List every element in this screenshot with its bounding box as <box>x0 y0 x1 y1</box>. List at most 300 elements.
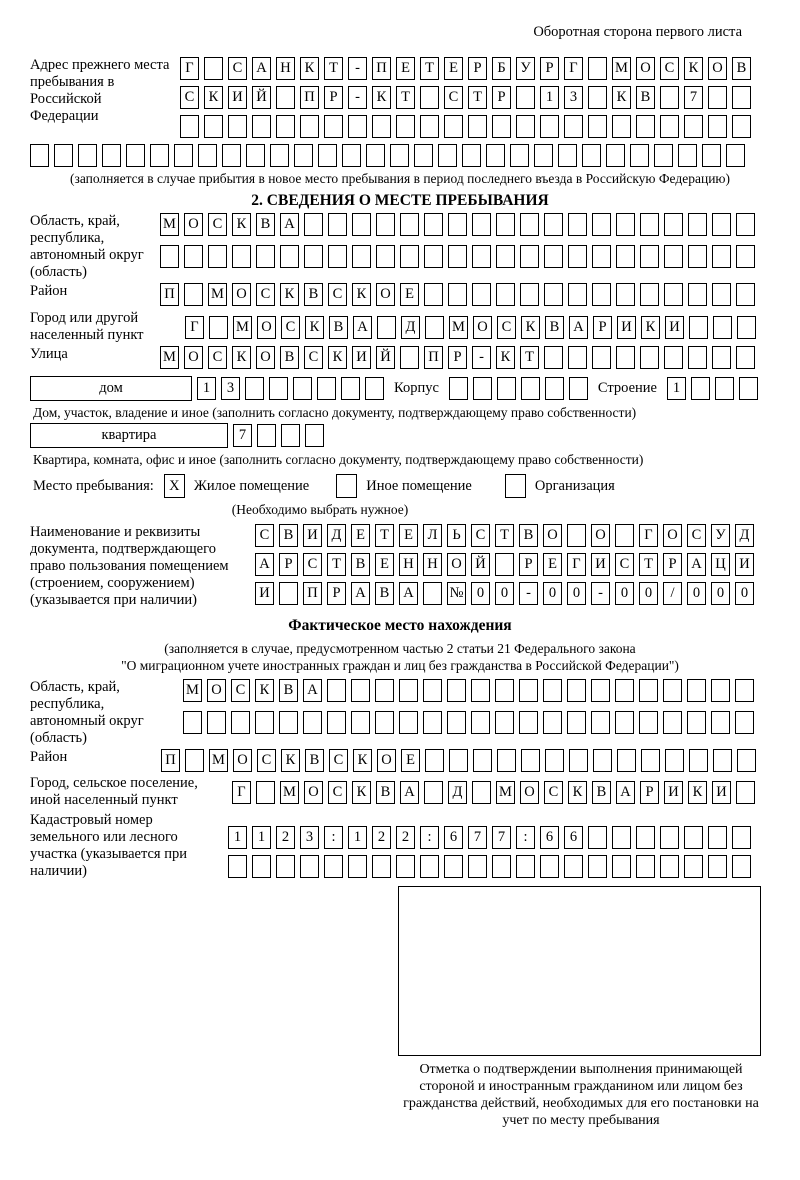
char-cell[interactable] <box>545 749 564 772</box>
char-cell[interactable]: О <box>233 749 252 772</box>
char-cell[interactable]: 6 <box>444 826 463 849</box>
char-cell[interactable]: Д <box>448 781 467 804</box>
char-cell[interactable] <box>689 749 708 772</box>
char-cell[interactable] <box>276 115 295 138</box>
char-cell[interactable]: Р <box>324 86 343 109</box>
char-cell[interactable] <box>270 144 289 167</box>
char-cell[interactable] <box>684 115 703 138</box>
char-cell[interactable] <box>519 679 538 702</box>
char-cell[interactable]: К <box>280 283 299 306</box>
char-cell[interactable] <box>448 245 467 268</box>
char-cell[interactable] <box>708 826 727 849</box>
char-cell[interactable]: Р <box>663 553 682 576</box>
char-cell[interactable]: Г <box>564 57 583 80</box>
char-cell[interactable] <box>492 855 511 878</box>
char-cell[interactable]: О <box>232 283 251 306</box>
char-cell[interactable] <box>736 283 755 306</box>
char-cell[interactable] <box>54 144 73 167</box>
char-cell[interactable]: - <box>348 57 367 80</box>
char-cell[interactable]: К <box>496 346 515 369</box>
char-cell[interactable]: И <box>735 553 754 576</box>
char-cell[interactable]: 0 <box>687 582 706 605</box>
char-cell[interactable]: О <box>636 57 655 80</box>
char-cell[interactable]: К <box>232 346 251 369</box>
char-cell[interactable] <box>735 679 754 702</box>
char-cell[interactable]: О <box>304 781 323 804</box>
char-cell[interactable] <box>592 245 611 268</box>
char-cell[interactable]: 0 <box>495 582 514 605</box>
char-cell[interactable]: С <box>208 213 227 236</box>
char-cell[interactable] <box>567 711 586 734</box>
char-cell[interactable]: К <box>305 316 324 339</box>
char-cell[interactable] <box>582 144 601 167</box>
char-cell[interactable] <box>276 86 295 109</box>
char-cell[interactable]: 7 <box>233 424 252 447</box>
char-cell[interactable]: С <box>328 781 347 804</box>
char-cell[interactable] <box>497 377 516 400</box>
char-cell[interactable]: 2 <box>372 826 391 849</box>
char-cell[interactable] <box>640 283 659 306</box>
char-cell[interactable]: Ц <box>711 553 730 576</box>
char-cell[interactable]: Е <box>543 553 562 576</box>
char-cell[interactable]: В <box>545 316 564 339</box>
char-cell[interactable]: Т <box>396 86 415 109</box>
char-cell[interactable]: Г <box>567 553 586 576</box>
char-cell[interactable]: 3 <box>564 86 583 109</box>
char-cell[interactable] <box>736 346 755 369</box>
char-cell[interactable] <box>423 582 442 605</box>
char-cell[interactable] <box>711 679 730 702</box>
char-cell[interactable]: С <box>304 346 323 369</box>
char-cell[interactable] <box>663 711 682 734</box>
char-cell[interactable]: : <box>420 826 439 849</box>
char-cell[interactable]: Й <box>252 86 271 109</box>
char-cell[interactable] <box>351 711 370 734</box>
char-cell[interactable] <box>447 679 466 702</box>
char-cell[interactable] <box>496 245 515 268</box>
char-cell[interactable]: С <box>471 524 490 547</box>
char-cell[interactable] <box>342 144 361 167</box>
char-cell[interactable]: А <box>255 553 274 576</box>
char-cell[interactable]: Е <box>375 553 394 576</box>
char-cell[interactable] <box>558 144 577 167</box>
char-cell[interactable] <box>540 115 559 138</box>
char-cell[interactable] <box>663 679 682 702</box>
char-cell[interactable]: 0 <box>567 582 586 605</box>
char-cell[interactable]: К <box>641 316 660 339</box>
char-cell[interactable]: О <box>473 316 492 339</box>
char-cell[interactable]: О <box>184 213 203 236</box>
char-cell[interactable]: В <box>256 213 275 236</box>
char-cell[interactable]: П <box>424 346 443 369</box>
char-cell[interactable] <box>281 424 300 447</box>
char-cell[interactable] <box>612 855 631 878</box>
char-cell[interactable] <box>252 855 271 878</box>
char-cell[interactable] <box>544 213 563 236</box>
char-cell[interactable]: П <box>161 749 180 772</box>
char-cell[interactable] <box>328 245 347 268</box>
char-cell[interactable] <box>348 115 367 138</box>
char-cell[interactable] <box>352 213 371 236</box>
char-cell[interactable] <box>294 144 313 167</box>
char-cell[interactable] <box>564 855 583 878</box>
char-cell[interactable] <box>591 679 610 702</box>
char-cell[interactable] <box>252 115 271 138</box>
char-cell[interactable] <box>424 213 443 236</box>
char-cell[interactable] <box>736 213 755 236</box>
char-cell[interactable] <box>449 749 468 772</box>
char-cell[interactable]: О <box>663 524 682 547</box>
char-cell[interactable] <box>639 679 658 702</box>
char-cell[interactable] <box>689 316 708 339</box>
char-cell[interactable]: К <box>568 781 587 804</box>
char-cell[interactable]: Д <box>735 524 754 547</box>
char-cell[interactable] <box>473 749 492 772</box>
char-cell[interactable] <box>732 86 751 109</box>
char-cell[interactable]: Р <box>492 86 511 109</box>
char-cell[interactable]: А <box>687 553 706 576</box>
char-cell[interactable]: М <box>209 749 228 772</box>
char-cell[interactable] <box>592 283 611 306</box>
char-cell[interactable] <box>510 144 529 167</box>
char-cell[interactable] <box>630 144 649 167</box>
char-cell[interactable] <box>183 711 202 734</box>
char-cell[interactable]: И <box>712 781 731 804</box>
char-cell[interactable] <box>174 144 193 167</box>
char-cell[interactable] <box>198 144 217 167</box>
char-cell[interactable] <box>232 245 251 268</box>
char-cell[interactable] <box>126 144 145 167</box>
char-cell[interactable] <box>708 86 727 109</box>
char-cell[interactable]: С <box>257 749 276 772</box>
char-cell[interactable] <box>324 115 343 138</box>
char-cell[interactable]: К <box>300 57 319 80</box>
char-cell[interactable] <box>496 213 515 236</box>
char-cell[interactable]: В <box>279 679 298 702</box>
char-cell[interactable]: О <box>184 346 203 369</box>
char-cell[interactable] <box>736 245 755 268</box>
char-cell[interactable] <box>516 115 535 138</box>
char-cell[interactable] <box>366 144 385 167</box>
char-cell[interactable]: А <box>303 679 322 702</box>
char-cell[interactable] <box>713 749 732 772</box>
char-cell[interactable]: 0 <box>711 582 730 605</box>
char-cell[interactable] <box>30 144 49 167</box>
apartment-type-box[interactable]: квартира <box>30 423 228 448</box>
char-cell[interactable] <box>180 115 199 138</box>
char-cell[interactable] <box>543 679 562 702</box>
char-cell[interactable] <box>423 679 442 702</box>
char-cell[interactable] <box>376 213 395 236</box>
char-cell[interactable] <box>400 245 419 268</box>
char-cell[interactable]: А <box>280 213 299 236</box>
char-cell[interactable]: О <box>591 524 610 547</box>
char-cell[interactable] <box>519 711 538 734</box>
char-cell[interactable] <box>424 283 443 306</box>
char-cell[interactable]: К <box>328 346 347 369</box>
char-cell[interactable]: : <box>516 826 535 849</box>
char-cell[interactable] <box>293 377 312 400</box>
char-cell[interactable] <box>540 855 559 878</box>
char-cell[interactable] <box>593 749 612 772</box>
char-cell[interactable] <box>678 144 697 167</box>
char-cell[interactable] <box>372 855 391 878</box>
char-cell[interactable]: П <box>372 57 391 80</box>
char-cell[interactable] <box>569 749 588 772</box>
char-cell[interactable]: К <box>353 749 372 772</box>
char-cell[interactable]: 6 <box>564 826 583 849</box>
char-cell[interactable] <box>684 826 703 849</box>
char-cell[interactable]: Н <box>423 553 442 576</box>
char-cell[interactable] <box>497 749 516 772</box>
char-cell[interactable] <box>616 245 635 268</box>
char-cell[interactable]: 1 <box>252 826 271 849</box>
char-cell[interactable] <box>640 346 659 369</box>
char-cell[interactable]: М <box>160 213 179 236</box>
char-cell[interactable] <box>616 346 635 369</box>
char-cell[interactable]: Л <box>423 524 442 547</box>
char-cell[interactable] <box>341 377 360 400</box>
char-cell[interactable] <box>473 377 492 400</box>
char-cell[interactable]: С <box>329 749 348 772</box>
char-cell[interactable]: С <box>497 316 516 339</box>
char-cell[interactable]: О <box>376 283 395 306</box>
char-cell[interactable] <box>256 781 275 804</box>
char-cell[interactable] <box>448 213 467 236</box>
char-cell[interactable] <box>222 144 241 167</box>
char-cell[interactable] <box>660 86 679 109</box>
char-cell[interactable]: Й <box>376 346 395 369</box>
char-cell[interactable]: М <box>183 679 202 702</box>
char-cell[interactable] <box>521 749 540 772</box>
char-cell[interactable]: Р <box>519 553 538 576</box>
char-cell[interactable] <box>739 377 758 400</box>
char-cell[interactable]: 7 <box>468 826 487 849</box>
char-cell[interactable]: М <box>280 781 299 804</box>
residential-checkbox[interactable]: X <box>164 474 185 498</box>
char-cell[interactable]: Т <box>639 553 658 576</box>
char-cell[interactable] <box>636 855 655 878</box>
char-cell[interactable] <box>352 245 371 268</box>
char-cell[interactable]: П <box>300 86 319 109</box>
char-cell[interactable]: С <box>687 524 706 547</box>
char-cell[interactable] <box>712 283 731 306</box>
char-cell[interactable] <box>184 283 203 306</box>
char-cell[interactable] <box>496 283 515 306</box>
char-cell[interactable] <box>444 855 463 878</box>
char-cell[interactable]: К <box>684 57 703 80</box>
char-cell[interactable]: С <box>281 316 300 339</box>
char-cell[interactable] <box>423 711 442 734</box>
char-cell[interactable] <box>150 144 169 167</box>
char-cell[interactable] <box>691 377 710 400</box>
char-cell[interactable]: / <box>663 582 682 605</box>
char-cell[interactable] <box>365 377 384 400</box>
char-cell[interactable]: 0 <box>615 582 634 605</box>
char-cell[interactable]: С <box>256 283 275 306</box>
char-cell[interactable] <box>269 377 288 400</box>
char-cell[interactable]: 1 <box>197 377 216 400</box>
char-cell[interactable]: 0 <box>735 582 754 605</box>
char-cell[interactable] <box>736 781 755 804</box>
char-cell[interactable]: О <box>520 781 539 804</box>
char-cell[interactable] <box>492 115 511 138</box>
char-cell[interactable] <box>592 346 611 369</box>
char-cell[interactable] <box>495 711 514 734</box>
char-cell[interactable]: К <box>521 316 540 339</box>
char-cell[interactable]: П <box>303 582 322 605</box>
char-cell[interactable] <box>486 144 505 167</box>
char-cell[interactable]: О <box>377 749 396 772</box>
char-cell[interactable] <box>231 711 250 734</box>
char-cell[interactable]: У <box>516 57 535 80</box>
char-cell[interactable]: Р <box>593 316 612 339</box>
char-cell[interactable]: С <box>208 346 227 369</box>
char-cell[interactable] <box>304 245 323 268</box>
char-cell[interactable]: - <box>519 582 538 605</box>
char-cell[interactable] <box>684 855 703 878</box>
char-cell[interactable] <box>726 144 745 167</box>
char-cell[interactable] <box>737 316 756 339</box>
char-cell[interactable]: О <box>257 316 276 339</box>
char-cell[interactable] <box>396 855 415 878</box>
char-cell[interactable]: Е <box>399 524 418 547</box>
char-cell[interactable]: Т <box>495 524 514 547</box>
char-cell[interactable] <box>640 213 659 236</box>
char-cell[interactable]: 0 <box>639 582 658 605</box>
char-cell[interactable] <box>568 283 587 306</box>
char-cell[interactable]: Р <box>468 57 487 80</box>
char-cell[interactable] <box>304 213 323 236</box>
char-cell[interactable]: В <box>304 283 323 306</box>
char-cell[interactable] <box>228 855 247 878</box>
char-cell[interactable]: И <box>591 553 610 576</box>
char-cell[interactable] <box>564 115 583 138</box>
char-cell[interactable] <box>447 711 466 734</box>
char-cell[interactable] <box>660 855 679 878</box>
char-cell[interactable]: Р <box>279 553 298 576</box>
char-cell[interactable] <box>420 855 439 878</box>
char-cell[interactable] <box>348 855 367 878</box>
char-cell[interactable]: П <box>160 283 179 306</box>
char-cell[interactable] <box>495 553 514 576</box>
char-cell[interactable] <box>588 86 607 109</box>
char-cell[interactable]: Т <box>324 57 343 80</box>
char-cell[interactable]: В <box>305 749 324 772</box>
char-cell[interactable] <box>516 86 535 109</box>
char-cell[interactable]: № <box>447 582 466 605</box>
char-cell[interactable]: Т <box>375 524 394 547</box>
char-cell[interactable] <box>660 826 679 849</box>
char-cell[interactable]: Е <box>401 749 420 772</box>
char-cell[interactable]: М <box>449 316 468 339</box>
char-cell[interactable]: И <box>303 524 322 547</box>
char-cell[interactable]: Е <box>444 57 463 80</box>
char-cell[interactable] <box>592 213 611 236</box>
char-cell[interactable] <box>520 245 539 268</box>
char-cell[interactable] <box>712 245 731 268</box>
char-cell[interactable] <box>246 144 265 167</box>
char-cell[interactable]: К <box>352 781 371 804</box>
char-cell[interactable] <box>424 245 443 268</box>
char-cell[interactable] <box>568 245 587 268</box>
char-cell[interactable]: Р <box>540 57 559 80</box>
char-cell[interactable] <box>472 283 491 306</box>
char-cell[interactable]: К <box>612 86 631 109</box>
char-cell[interactable] <box>664 213 683 236</box>
char-cell[interactable]: К <box>688 781 707 804</box>
char-cell[interactable] <box>617 749 636 772</box>
char-cell[interactable]: Н <box>399 553 418 576</box>
char-cell[interactable]: Г <box>185 316 204 339</box>
char-cell[interactable]: О <box>543 524 562 547</box>
char-cell[interactable]: И <box>617 316 636 339</box>
char-cell[interactable] <box>702 144 721 167</box>
char-cell[interactable] <box>438 144 457 167</box>
char-cell[interactable]: С <box>180 86 199 109</box>
char-cell[interactable] <box>396 115 415 138</box>
char-cell[interactable] <box>544 245 563 268</box>
char-cell[interactable]: 7 <box>684 86 703 109</box>
char-cell[interactable] <box>534 144 553 167</box>
char-cell[interactable] <box>567 679 586 702</box>
char-cell[interactable]: 2 <box>396 826 415 849</box>
char-cell[interactable]: М <box>208 283 227 306</box>
char-cell[interactable] <box>472 781 491 804</box>
char-cell[interactable]: С <box>660 57 679 80</box>
char-cell[interactable] <box>327 711 346 734</box>
char-cell[interactable]: К <box>232 213 251 236</box>
char-cell[interactable]: О <box>256 346 275 369</box>
char-cell[interactable]: Т <box>327 553 346 576</box>
char-cell[interactable]: И <box>255 582 274 605</box>
char-cell[interactable] <box>207 711 226 734</box>
char-cell[interactable]: Е <box>400 283 419 306</box>
char-cell[interactable] <box>324 855 343 878</box>
char-cell[interactable] <box>688 245 707 268</box>
char-cell[interactable]: С <box>228 57 247 80</box>
char-cell[interactable] <box>424 781 443 804</box>
char-cell[interactable]: - <box>472 346 491 369</box>
char-cell[interactable] <box>444 115 463 138</box>
char-cell[interactable] <box>516 855 535 878</box>
char-cell[interactable]: Е <box>396 57 415 80</box>
char-cell[interactable]: А <box>616 781 635 804</box>
char-cell[interactable]: - <box>591 582 610 605</box>
char-cell[interactable] <box>204 115 223 138</box>
char-cell[interactable] <box>640 245 659 268</box>
char-cell[interactable] <box>472 213 491 236</box>
char-cell[interactable]: Д <box>401 316 420 339</box>
char-cell[interactable] <box>184 245 203 268</box>
char-cell[interactable] <box>544 346 563 369</box>
char-cell[interactable] <box>372 115 391 138</box>
char-cell[interactable] <box>209 316 228 339</box>
char-cell[interactable] <box>377 316 396 339</box>
char-cell[interactable] <box>375 679 394 702</box>
char-cell[interactable] <box>420 115 439 138</box>
char-cell[interactable] <box>300 115 319 138</box>
char-cell[interactable]: В <box>636 86 655 109</box>
char-cell[interactable] <box>664 346 683 369</box>
char-cell[interactable] <box>520 283 539 306</box>
char-cell[interactable]: 3 <box>300 826 319 849</box>
char-cell[interactable]: 6 <box>540 826 559 849</box>
char-cell[interactable]: С <box>544 781 563 804</box>
char-cell[interactable]: Р <box>448 346 467 369</box>
char-cell[interactable] <box>588 855 607 878</box>
char-cell[interactable]: В <box>519 524 538 547</box>
